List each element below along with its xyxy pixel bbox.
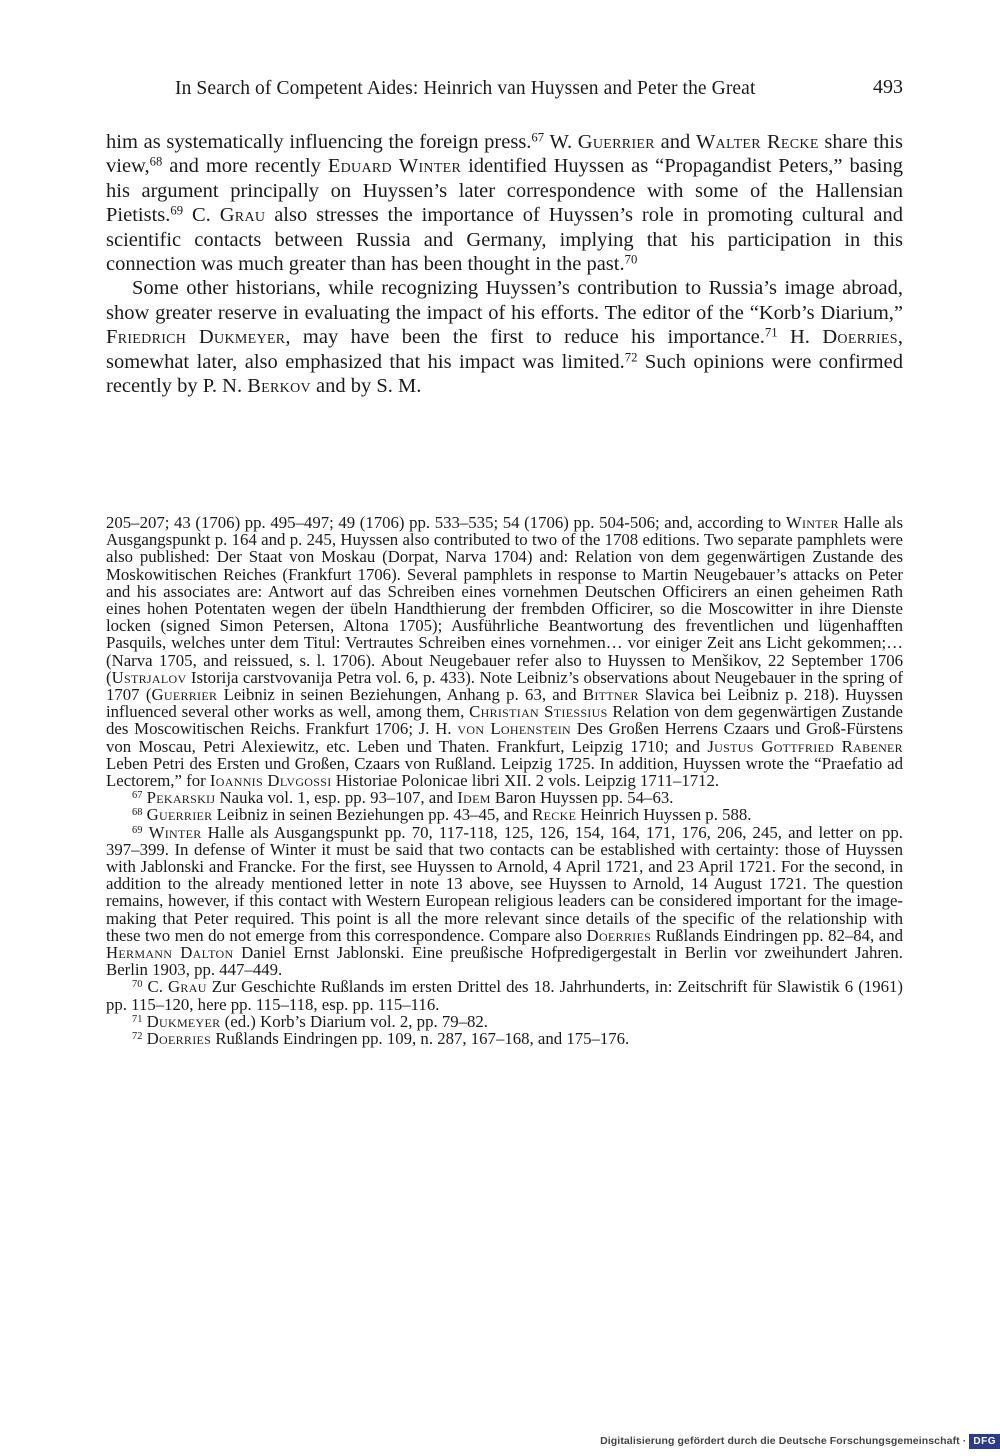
- text-run: and more recently: [162, 155, 328, 178]
- footnote-number: 67: [132, 790, 143, 802]
- text-run: Historiae Polonicae libri XII. 2 vols. Leipzig 1711–1712.: [331, 771, 720, 791]
- main-text: [106, 130, 903, 398]
- author-name: Berkov: [247, 375, 311, 398]
- body-paragraph: [106, 130, 903, 276]
- dfg-logo: DFG: [969, 1434, 1000, 1449]
- footnote-ref[interactable]: 67: [531, 130, 545, 145]
- author-name: Dukmeyer: [146, 1011, 221, 1031]
- banner-separator: ·: [962, 1435, 967, 1447]
- text-run: Rußlands Eindringen pp. 82–84, and: [651, 925, 904, 945]
- author-name: Eduard Winter: [327, 155, 462, 178]
- footnote-continuation: [106, 514, 903, 789]
- footnote-69: [106, 824, 903, 979]
- footnote-number: 69: [132, 824, 143, 836]
- text-run: Relation von dem gegenwärtigen Zustande des Moscowitischen Reichs. Frankfurt 1706; J. H.: [106, 702, 904, 739]
- author-name: Recke: [532, 805, 577, 825]
- footnote-ref[interactable]: 71: [764, 325, 778, 340]
- text-run: Such opinions were confirmed recently by P. N.: [106, 350, 903, 398]
- footnotes: [106, 514, 903, 1047]
- author-name: Bittner: [582, 685, 639, 705]
- text-run: Leben Petri des Ersten und Großen, Czaars von Rußland. Leipzig 1725. In addition, Huyssen wrote the “Praefatio ad Lectorem,” for: [106, 753, 903, 791]
- text-run: Des Großen Herrens Czaars und Groß-Fürstens von Moscau, Petri Alexiewitz, etc. Leben und Thaten. Frankfurt, Leipzig 1710; and: [106, 719, 903, 756]
- author-name: Walter Recke: [695, 131, 819, 153]
- author-name: Doerries: [146, 1029, 212, 1049]
- text-run: identified Huyssen as “Propagandist Peters,” basing his argument principally on Huyssen’s later correspondence with some of the Hallensian Pietists.: [106, 155, 903, 227]
- running-title: In Search of Competent Aides: Heinrich van Huyssen and Peter the Great: [175, 78, 756, 99]
- author-name: von Lohenstein: [457, 719, 571, 739]
- footnote-ref[interactable]: 70: [624, 252, 638, 267]
- text-run: and: [654, 131, 696, 153]
- author-name: Friedrich Dukmeyer: [106, 326, 286, 349]
- text-run: Slavica bei Leibniz p. 218). Huyssen influenced several other works as well, among them,: [106, 685, 903, 722]
- text-run: Halle als Ausgangspunkt p. 164 and p. 245, Huyssen also contributed to two of the 1708 editions. Two separate pamphlets were also published: Der Staat von Moskau (Dorpat, Narva 1704) and: Relation von dem gegenwärtigen Zustande des Moskowitischen Reiches (Frankfurt 1706). Several pamphlets in response to Martin Neugebauer’s attacks on Peter and his associates are: Antwort auf das Schreiben eines vornehmen Deutschen Officirers an einen geheimen Rath eines hohen Potentaten wegen der übeln Handthierung der frembden Officirer, so die Moscowitter in ihre Dienste locken (signed Simon Petersen, Altona 1705); Ausführliche Beantwortung des freventlichen und lügenhafften Pasquils, welches unter dem Titul: Vertrautes Schreiben eines vornehmen… vor einiger Zeit ans Licht gekommen;… (Narva 1705, and reissued, s. l. 1706). About Neugebauer refer also to Huyssen to Menšikov, 22 September 1706 (: [106, 513, 903, 687]
- footnote-number: 71: [132, 1013, 143, 1025]
- footnote-67: [106, 789, 903, 806]
- author-name: Doerries: [586, 925, 652, 945]
- text-run: Some other historians, while recognizing Huyssen’s contribution to Russia’s image abroad, show greater reserve in evaluating the impact of his efforts. The editor of the “Korb’s Diarium,”: [106, 277, 903, 324]
- footnote-70: [106, 978, 903, 1012]
- author-name: Idem: [457, 788, 491, 808]
- text-run: C.: [142, 977, 168, 997]
- author-name: Ioannis Dlvgossi: [209, 771, 332, 791]
- text-run: him as systematically influencing the foreign press.: [106, 131, 532, 153]
- text-run: Heinrich Huyssen p. 588.: [576, 805, 752, 825]
- text-run: H.: [777, 326, 823, 349]
- author-name: Winter: [148, 822, 202, 842]
- text-run: , may have been the first to reduce his importance.: [285, 326, 765, 349]
- text-run: Daniel Ernst Jablonski. Eine preußische Hofpredigergestalt in Berlin vor zweihundert Jahren. Berlin 1903, pp. 447–449.: [106, 943, 903, 980]
- text-run: C.: [183, 204, 220, 227]
- banner-text: Digitalisierung gefördert durch die Deutsche Forschungsgemeinschaft: [600, 1435, 960, 1447]
- text-run: Zur Geschichte Rußlands im ersten Drittel des 18. Jahrhunderts, in: Zeitschrift für Slawistik 6 (1961) pp. 115–120, here pp. 115–118, esp. pp. 115–116.: [106, 977, 903, 1014]
- author-name: Ustrjalov: [111, 667, 187, 687]
- text-run: also stresses the importance of Huyssen’s role in promoting cultural and scientific contacts between Russia and Germany, implying that his participation in this connection was much greater than has been thought in the past.: [106, 204, 903, 276]
- page-number: 493: [873, 76, 903, 98]
- author-name: Grau: [168, 977, 207, 997]
- text-run: and by S. M.: [310, 375, 422, 398]
- author-name: Winter: [785, 513, 839, 532]
- text-run: 205–207; 43 (1706) pp. 495–497; 49 (1706) pp. 533–535; 54 (1706) pp. 504-506; and, according to: [106, 513, 786, 532]
- text-run: , somewhat later, also emphasized that his impact was limited.: [106, 326, 903, 373]
- text-run: Halle als Ausgangspunkt pp. 70, 117-118, 125, 126, 154, 164, 171, 176, 206, 245, and letter on pp. 397–399. In defense of Winter it must be said that two contacts can be established with certainty: those of Huyssen with Jablonski and Francke. For the first, see Huyssen to Arnold, 4 April 1721, and 23 April 1721. For the second, in addition to the already mentioned letter in note 13 above, see Huyssen to Arnold, 14 August 1721. The question remains, however, if this contact with Western European religious leaders can be considered important for the image-making that Peter required. This point is all the more relevant since details of the specific of the relationship with these two men do not emerge from this correspondence. Compare also: [106, 822, 903, 945]
- footnote-ref[interactable]: 69: [170, 203, 184, 218]
- footnote-number: 68: [132, 807, 143, 819]
- author-name: Guerrier: [146, 805, 213, 825]
- footnote-ref[interactable]: 68: [149, 155, 163, 170]
- text-run: Nauka vol. 1, esp. pp. 93–107, and: [215, 788, 458, 808]
- footnote-number: 70: [132, 979, 143, 991]
- text-run: Baron Huyssen pp. 54–63.: [490, 788, 674, 808]
- author-name: Doerries: [822, 326, 898, 349]
- text-run: (ed.) Korb’s Diarium vol. 2, pp. 79–82.: [220, 1011, 489, 1031]
- footnote-number: 72: [132, 1030, 143, 1042]
- footnote-72: [106, 1030, 903, 1047]
- footnote-71: [106, 1013, 903, 1030]
- author-name: Guerrier: [151, 685, 218, 705]
- text-run: W.: [544, 131, 578, 153]
- text-run: Rußlands Eindringen pp. 109, n. 287, 167–168, and 175–176.: [211, 1029, 630, 1049]
- text-run: Istorija carstvovanija Petra vol. 6, p. 433). Note Leibniz’s observations about Neugebauer in the spring of 1707 (: [106, 667, 903, 705]
- author-name: Justus Gottfried Rabener: [707, 736, 903, 756]
- author-name: Christian Stiessius: [469, 702, 608, 722]
- author-name: Guerrier: [577, 131, 655, 153]
- text-run: share this view,: [106, 131, 903, 178]
- text-run: Leibniz in seinen Beziehungen, Anhang p. 63, and: [217, 685, 583, 705]
- author-name: Pekarskij: [146, 788, 216, 808]
- footnote-68: [106, 806, 903, 823]
- text-run: Leibniz in seinen Beziehungen pp. 43–45, and: [212, 805, 533, 825]
- author-name: Hermann Dalton: [106, 943, 234, 963]
- digitization-banner: [600, 1432, 1000, 1450]
- body-paragraph: [106, 276, 903, 398]
- running-header: [175, 78, 903, 108]
- author-name: Grau: [219, 204, 266, 227]
- footnote-ref[interactable]: 72: [624, 350, 638, 365]
